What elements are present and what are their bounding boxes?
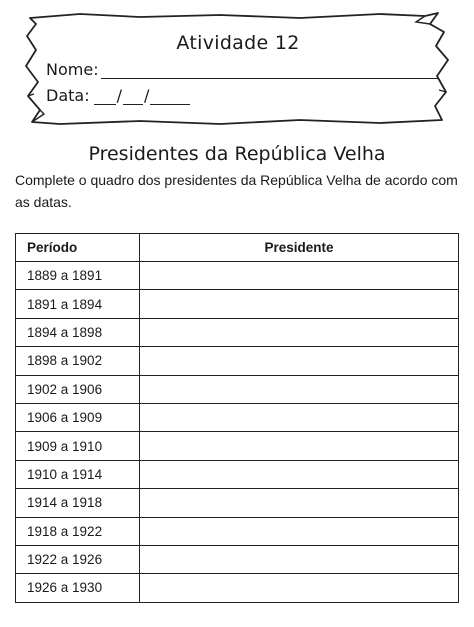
- presidents-table: [15, 233, 459, 603]
- president-cell[interactable]: [140, 375, 459, 403]
- table-row: [16, 318, 459, 346]
- table-row: [16, 375, 459, 403]
- table-row: [16, 545, 459, 573]
- president-cell[interactable]: [140, 517, 459, 545]
- column-header-president: Presidente: [140, 234, 459, 262]
- table-row: [16, 262, 459, 290]
- date-field-row: [46, 86, 190, 105]
- date-month-field[interactable]: [123, 90, 143, 105]
- name-field[interactable]: [101, 64, 439, 79]
- period-cell: 1889 a 1891: [16, 262, 140, 290]
- table-row: [16, 432, 459, 460]
- table-row: [16, 489, 459, 517]
- table-header-row: [16, 234, 459, 262]
- table-row: [16, 403, 459, 431]
- name-field-row: [46, 60, 439, 79]
- date-label: Data:: [46, 86, 90, 105]
- president-cell[interactable]: [140, 347, 459, 375]
- president-cell[interactable]: [140, 403, 459, 431]
- president-cell[interactable]: [140, 489, 459, 517]
- table-row: [16, 347, 459, 375]
- president-cell[interactable]: [140, 432, 459, 460]
- period-cell: 1891 a 1894: [16, 290, 140, 318]
- table-row: [16, 290, 459, 318]
- president-cell[interactable]: [140, 318, 459, 346]
- period-cell: 1910 a 1914: [16, 460, 140, 488]
- column-header-period: Período: [16, 234, 140, 262]
- period-cell: 1909 a 1910: [16, 432, 140, 460]
- period-cell: 1902 a 1906: [16, 375, 140, 403]
- president-cell[interactable]: [140, 574, 459, 602]
- date-separator: /: [143, 86, 150, 105]
- date-year-field[interactable]: [150, 90, 190, 105]
- president-cell[interactable]: [140, 460, 459, 488]
- date-separator: /: [116, 86, 122, 105]
- president-cell[interactable]: [140, 262, 459, 290]
- period-cell: 1906 a 1909: [16, 403, 140, 431]
- name-label: Nome:: [46, 60, 99, 79]
- president-cell[interactable]: [140, 290, 459, 318]
- activity-header-frame: [20, 10, 456, 128]
- instructions-text: Complete o quadro dos presidentes da República Velha de acordo com as datas.: [15, 172, 458, 210]
- period-cell: 1922 a 1926: [16, 545, 140, 573]
- table-row: [16, 517, 459, 545]
- period-cell: 1898 a 1902: [16, 347, 140, 375]
- period-cell: 1926 a 1930: [16, 574, 140, 602]
- table-row: [16, 460, 459, 488]
- table-row: [16, 574, 459, 602]
- page-title: Presidentes da República Velha: [88, 143, 386, 165]
- date-day-field[interactable]: [94, 90, 116, 105]
- period-cell: 1918 a 1922: [16, 517, 140, 545]
- period-cell: 1914 a 1918: [16, 489, 140, 517]
- activity-title: Atividade 12: [176, 32, 300, 54]
- period-cell: 1894 a 1898: [16, 318, 140, 346]
- president-cell[interactable]: [140, 545, 459, 573]
